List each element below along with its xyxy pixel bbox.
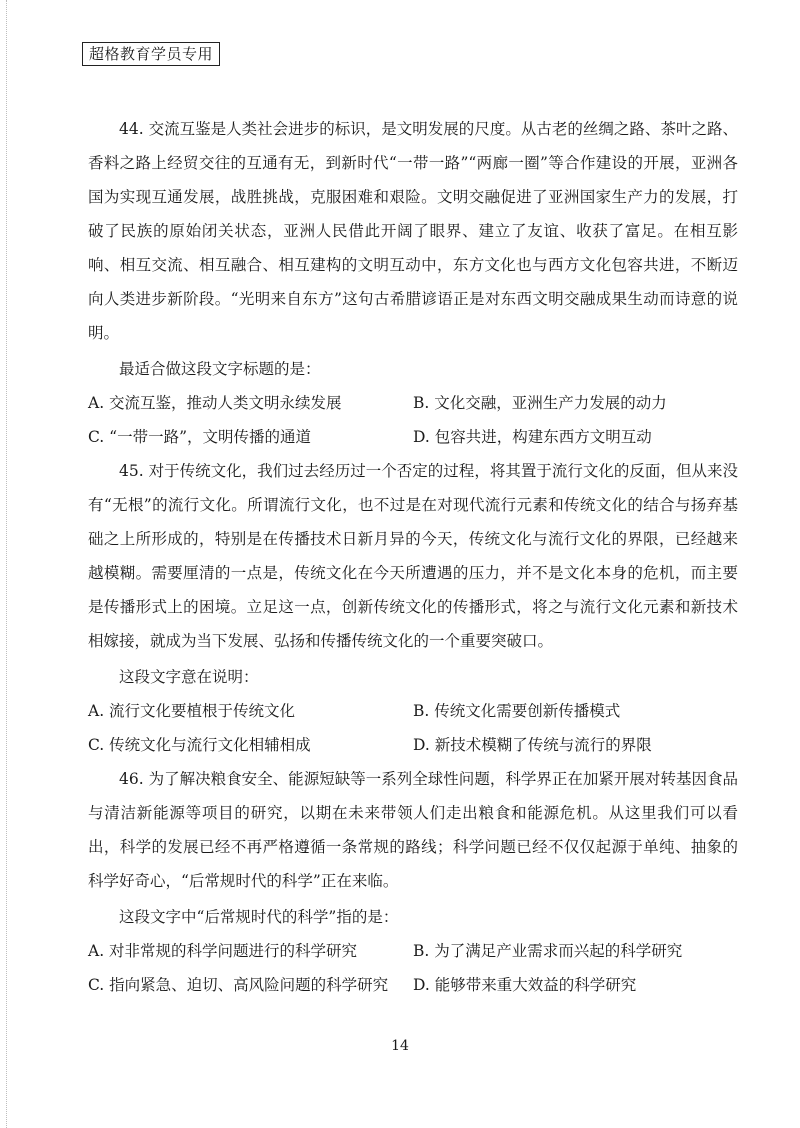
question-stem: 这段文字意在说明：	[119, 668, 259, 686]
option-c: C. 传统文化与流行文化相辅相成	[88, 736, 311, 754]
question-stem: 最适合做这段文字标题的是：	[119, 360, 321, 378]
options-row	[88, 934, 738, 968]
option-b: B. 为了满足产业需求而兴起的科学研究	[413, 942, 683, 960]
option-c: C. “一带一路”，文明传播的通道	[88, 428, 312, 446]
question-passage: 46. 为了解决粮食安全、能源短缺等一系列全球性问题，科学界正在加紧开展对转基因食品与清洁新能源等项目的研究，以期在未来带领人们走出粮食和能源危机。从这里我们可以看出，科学的发展已经不再严格遵循一条常规的路线；科学问题已经不仅仅起源于单纯、抽象的科学好奇心，“后常规时代的科学”正在来临。	[88, 770, 738, 890]
header-label: 超格教育学员专用	[82, 42, 220, 66]
question-45	[88, 454, 738, 762]
question-46	[88, 762, 738, 1002]
option-c: C. 指向紧急、迫切、高风险问题的科学研究	[88, 976, 389, 994]
option-b: B. 传统文化需要创新传播模式	[413, 702, 621, 720]
document-body	[88, 112, 738, 1002]
question-passage: 44. 交流互鉴是人类社会进步的标识，是文明发展的尺度。从古老的丝绸之路、茶叶之路、香料之路上经贸交往的互通有无，到新时代“一带一路”“两廊一圈”等合作建设的开展，亚洲各国为实现互通发展，战胜挑战，克服困难和艰险。文明交融促进了亚洲国家生产力的发展，打破了民族的原始闭关状态，亚洲人民借此开阔了眼界、建立了友谊、收获了富足。在相互影响、相互交流、相互融合、相互建构的文明互动中，东方文化也与西方文化包容共进，不断迈向人类进步新阶段。“光明来自东方”这句古希腊谚语正是对东西文明交融成果生动而诗意的说明。	[88, 120, 738, 342]
options-row	[88, 420, 738, 454]
option-d: D. 包容共进，构建东西方文明互动	[413, 428, 652, 446]
option-d: D. 新技术模糊了传统与流行的界限	[413, 736, 652, 754]
question-44	[88, 112, 738, 454]
question-passage: 45. 对于传统文化，我们过去经历过一个否定的过程，将其置于流行文化的反面，但从来没有“无根”的流行文化。所谓流行文化，也不过是在对现代流行元素和传统文化的结合与扬弃基础之上所形成的，特别是在传播技术日新月异的今天，传统文化与流行文化的界限，已经越来越模糊。需要厘清的一点是，传统文化在今天所遭遇的压力，并不是文化本身的危机，而主要是传播形式上的困境。立足这一点，创新传统文化的传播形式，将之与流行文化元素和新技术相嫁接，就成为当下发展、弘扬和传播传统文化的一个重要突破口。	[88, 462, 738, 650]
question-stem: 这段文字中“后常规时代的科学”指的是：	[119, 908, 399, 926]
option-a: A. 交流互鉴，推动人类文明永续发展	[88, 394, 342, 412]
option-a: A. 流行文化要植根于传统文化	[88, 702, 296, 720]
options-row	[88, 968, 738, 1002]
scan-edge-line	[6, 0, 8, 1128]
page-number: 14	[391, 1038, 409, 1054]
options-row	[88, 728, 738, 762]
option-d: D. 能够带来重大效益的科学研究	[413, 976, 637, 994]
options-row	[88, 694, 738, 728]
option-b: B. 文化交融，亚洲生产力发展的动力	[413, 394, 667, 412]
option-a: A. 对非常规的科学问题进行的科学研究	[88, 942, 358, 960]
options-row	[88, 386, 738, 420]
